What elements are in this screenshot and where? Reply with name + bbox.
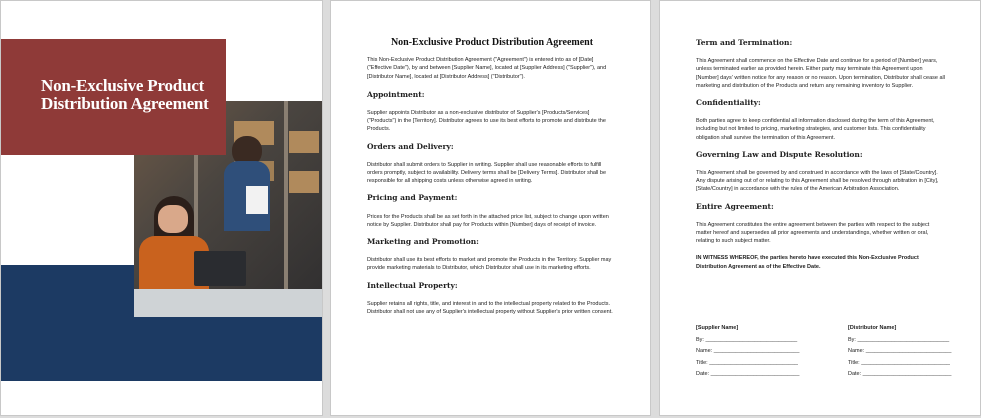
witness-clause: IN WITNESS WHEREOF, the parties hereto have executed this Non-Exclusive Product Distribution Agreement as of the Effective Date. [696,255,919,270]
signature-title-line: Title: _____________________________ [696,359,798,366]
section-body: Supplier retains all rights, title, and interest in and to the intellectual property related to the Products. Distributor shall not use any of Supplier's intellectual property without Supplier's prior written consent. [367,300,613,316]
signature-date-line: Date: _____________________________ [848,371,952,377]
section-body: Both parties agree to keep confidential all information disclosed during the term of this Agreement, including but not limited to pricing, marketing strategies, and customer lists. This confidentiality obligation shall survive the termination of this Agreement. [696,118,935,141]
page-3 [659,0,981,416]
signature-party: [Distributor Name] [848,325,897,331]
section-body: Prices for the Products shall be as set forth in the attached price list, subject to change upon written notice by Supplier. Distributor shall pay for Products within [Number] days of receipt of invoice. [367,213,609,228]
signature-party: [Supplier Name] [696,325,739,331]
section-body: Supplier appoints Distributor as a non-exclusive distributor of Supplier's [Products/Services] ("Products") in the [Territory]. Distributor agrees to use its best efforts to promote and distribute the Products. [367,110,606,133]
section-heading: Confidentiality: [696,98,761,108]
cover-page [0,0,323,416]
section-body: Distributor shall use its best efforts to market and promote the Products in the Territory. Supplier may provide marketing materials to Distributor, which Distributor shall use in its marketing efforts. [367,257,612,272]
cover-title: Non-Exclusive Product Distribution Agreement [41,76,209,113]
signature-by-line: By: ______________________________ [696,336,798,343]
page-3-content [696,39,946,271]
section-body: This Agreement constitutes the entire agreement between the parties with respect to the subject matter hereof and supersedes all prior agreements and understandings, whether written or oral, relating to such subject matter. [696,221,930,245]
section-heading: Entire Agreement: [696,201,774,211]
signature-name-line: Name: ____________________________ [696,348,800,354]
section-heading: Intellectual Property: [367,280,458,290]
section-heading: Appointment: [367,89,425,99]
signature-title-line: Title: _____________________________ [848,359,950,366]
signature-date-line: Date: _____________________________ [696,371,800,377]
section-heading: Marketing and Promotion: [367,237,479,247]
signature-block-distributor [848,323,951,381]
section-body: This Agreement shall be governed by and construed in accordance with the laws of [State/Country]. Any dispute arising out of or relating to this Agreement shall be resolved through arbitration in [City], [State/Country] in accordance with the rules of the American Arbitration Association. [696,170,939,193]
section-heading: Governing Law and Dispute Resolution: [696,149,863,159]
section-heading: Pricing and Payment: [367,193,458,203]
signature-name-line: Name: ____________________________ [848,348,952,354]
intro-paragraph: This Non-Exclusive Product Distribution Agreement ("Agreement") is entered into as of [Date] ("Effective Date"), by and between [Supplier Name], located at [Supplier Address] ("Supplier"), and [Distributor Name], located at [Distributor Address] ("Distributor"). [367,57,607,80]
page-2-content [367,39,617,316]
document-title: Non-Exclusive Product Distribution Agreement [390,37,594,48]
signature-by-line: By: ______________________________ [848,336,950,343]
section-heading: Orders and Delivery: [367,141,454,151]
signature-block-supplier [696,323,799,381]
page-2 [330,0,651,416]
section-body: This Agreement shall commence on the Effective Date and continue for a period of [Number] years, unless terminated earlier as provided herein. Either party may terminate this Agreement upon [Number] days' written notice for any reason or no reason. Upon termination, Distributor shall cease all marketing and distribution of the Products and return any remaining inventory to Supplier. [696,58,945,89]
section-heading: Term and Termination: [696,38,793,47]
section-body: Distributor shall submit orders to Supplier in writing. Supplier shall use reasonable efforts to fulfill orders promptly, subject to availability. Delivery terms shall be [Delivery Terms]. Distributor shall be responsible for all shipping costs unless otherwise agreed in writing. [367,161,607,185]
